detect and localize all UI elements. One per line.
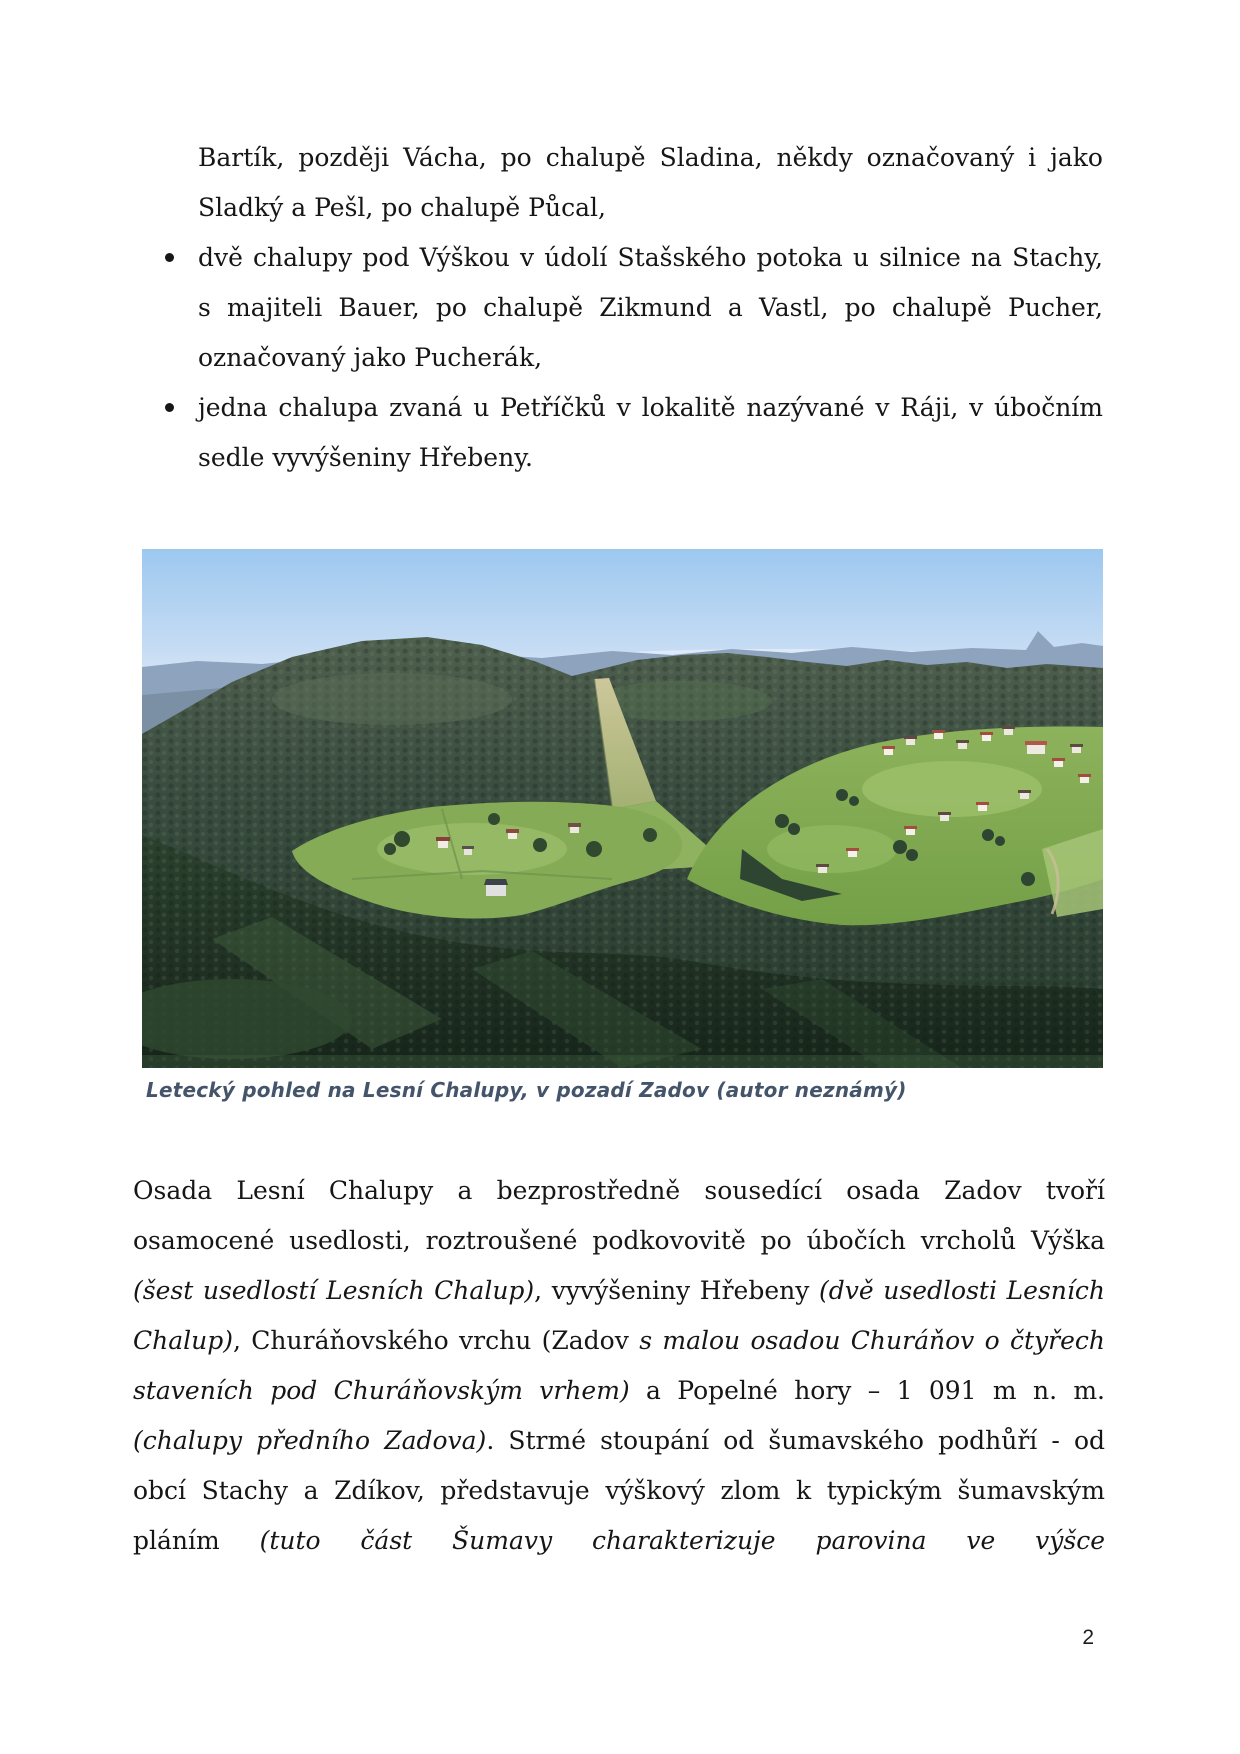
figure xyxy=(142,549,1103,1068)
aerial-photo xyxy=(142,549,1103,1068)
paragraph-run: a Popelné hory – 1 091 m n. m. xyxy=(629,1376,1106,1405)
bullet-list xyxy=(198,133,1103,483)
list-item-text: jedna chalupa zvaná u Petříčků v lokalitě nazývané v Ráji, v úbočním sedle vyvýšeniny Hřebeny. xyxy=(198,393,1103,472)
list-item-text: dvě chalupy pod Výškou v údolí Stašského potoka u silnice na Stachy, s majiteli Bauer, po chalupě Zikmund a Vastl, po chalupě Pucher, označovaný jako Pucherák, xyxy=(198,243,1103,372)
paragraph-run: , Churáňovského vrchu (Zadov xyxy=(233,1326,640,1355)
body-paragraph xyxy=(133,1166,1105,1566)
paragraph-run-italic: (dvě usedlosti Lesních Chalup) xyxy=(133,1276,1105,1355)
list-item xyxy=(198,383,1103,483)
paragraph-run: . Strmé stoupání od šumavského podhůří - od obcí Stachy a Zdíkov, představuje výškový zlom k typickým šumavským pláním xyxy=(133,1426,1105,1555)
paragraph-run-italic: s malou osadou Churáňov o čtyřech staveních pod Churáňovským vrhem) xyxy=(133,1326,1106,1405)
bullet-continuation-text: Bartík, později Vácha, po chalupě Sladina, někdy označovaný i jako Sladký a Pešl, po chalupě Půcal, xyxy=(198,143,1103,222)
bullet-marker-icon xyxy=(165,403,174,412)
paragraph-run: Osada Lesní Chalupy a bezprostředně sousedící osada Zadov tvoří osamocené usedlosti, roztroušené podkovovitě po úbočích vrcholů Výška xyxy=(133,1176,1105,1255)
bullet-marker-icon xyxy=(165,253,174,262)
page-number: 2 xyxy=(1082,1626,1094,1649)
figure-caption: Letecký pohled na Lesní Chalupy, v pozadí Zadov (autor neznámý) xyxy=(146,1078,907,1102)
paragraph-run: , vyvýšeniny Hřebeny xyxy=(534,1276,819,1305)
paragraph-run-italic: (tuto část Šumavy charakterizuje parovina ve výšce xyxy=(259,1526,1105,1555)
paragraph-run-italic: (šest usedlostí Lesních Chalup) xyxy=(133,1276,535,1305)
paragraph-run-italic: (chalupy předního Zadova) xyxy=(133,1426,487,1455)
list-item xyxy=(198,233,1103,383)
